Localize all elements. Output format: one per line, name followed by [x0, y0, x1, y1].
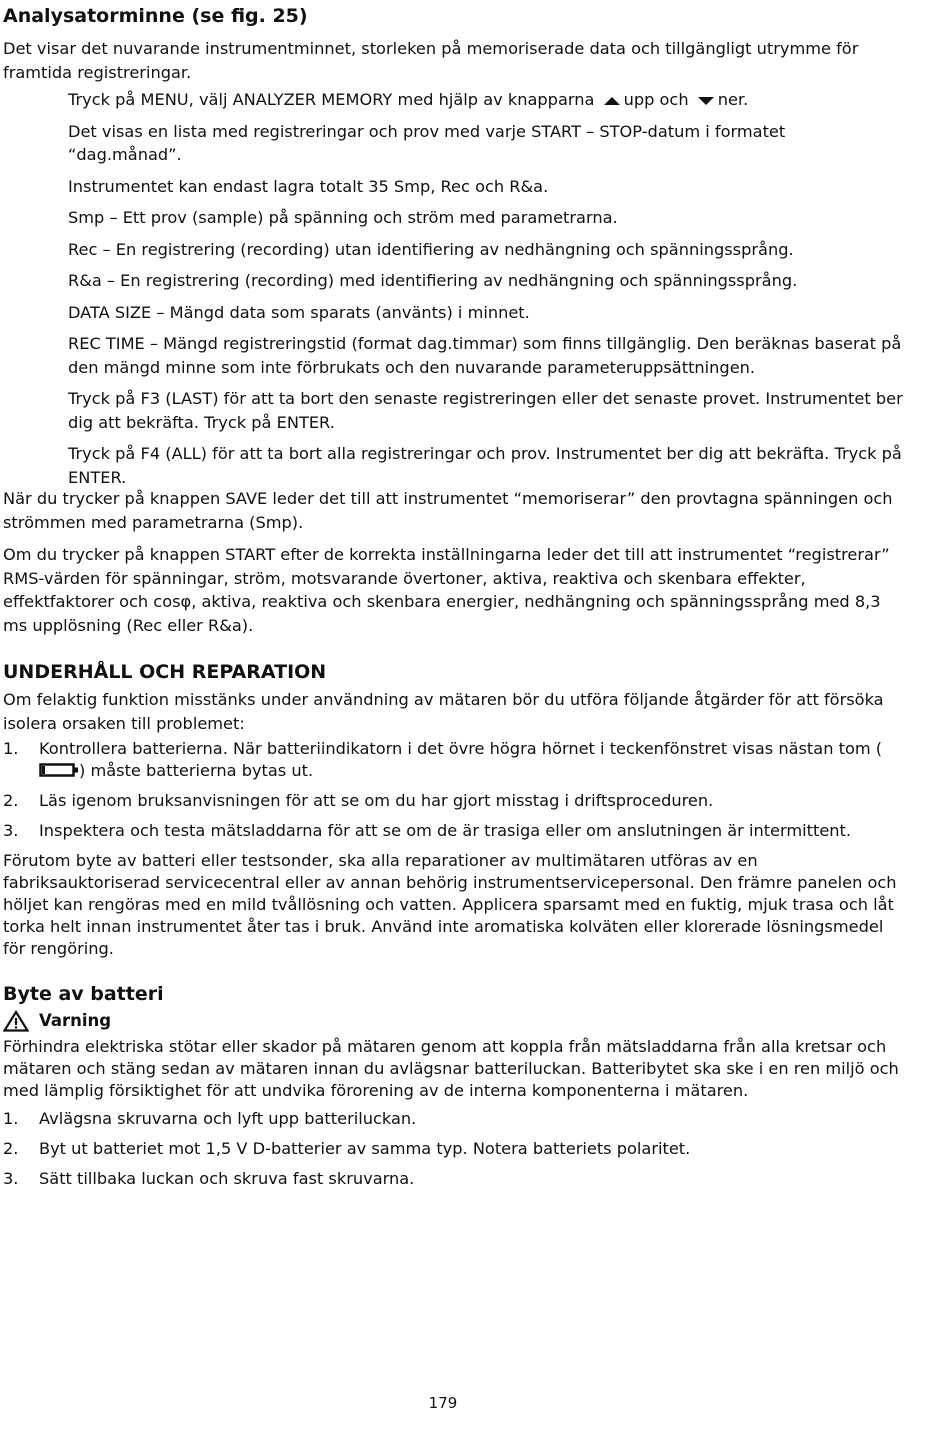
battery-steps [3, 1108, 903, 1190]
analyzer-memory-intro: Det visar det nuvarande instrumentminnet, storleken på memoriserade data och tillgängligt utrymme för framtida registreringar. [3, 39, 859, 82]
rec-definition: Rec – En registrering (recording) utan identifiering av nedhängning och spänningssprång. [68, 239, 794, 259]
list-number: 3. [3, 821, 19, 840]
menu-step-text-after: ner. [717, 90, 749, 109]
f4-instruction: Tryck på F4 (ALL) för att ta bort alla registreringar och prov. Instrumentet ber dig att bekräfta. Tryck på ENTER. [68, 444, 902, 487]
menu-step [68, 88, 903, 112]
maintenance-intro: Om felaktig funktion misstänks under användning av mätaren bör du utföra följande åtgärder för att försöka isolera orsaken till problemet: [3, 690, 884, 733]
battery-step [3, 1138, 903, 1160]
analyzer-memory-instructions [3, 88, 903, 489]
triangle-up-icon [603, 96, 621, 106]
save-paragraph: När du trycker på knappen SAVE leder det till att instrumentet “memoriserar” den provtagna spänningen och strömmen med parametrarna (Smp). [3, 489, 893, 532]
list-number: 2. [3, 1139, 19, 1158]
service-block [3, 850, 903, 960]
maintenance-item [3, 790, 903, 812]
start-paragraph: Om du trycker på knappen START efter de korrekta inställningarna leder det till att instrumentet “registrerar” RMS-värden för spänningar, ström, motsvarande övertoner, aktiva, reaktiva och skenbara effekter, effektfaktorer och cosφ, aktiva, reaktiva och skenbara energier, nedhängning och spänningssprång med 8,3 ms upplösning (Rec eller R&a). [3, 545, 890, 635]
battery-step-text: Sätt tillbaka luckan och skruva fast skruvarna. [39, 1169, 415, 1188]
warning-row [3, 1010, 903, 1032]
recording-list-info: Det visas en lista med registreringar och prov med varje START – STOP-datum i formatet “dag.månad”. [68, 121, 786, 164]
f3-instruction: Tryck på F3 (LAST) för att ta bort den senaste registreringen eller det senaste provet. Instrumentet ber dig att bekräfta. Tryck på ENTER. [68, 389, 903, 432]
list-number: 3. [3, 1169, 19, 1188]
warning-text: Förhindra elektriska stötar eller skador på mätaren genom att koppla från mätsladdarna från alla kretsar och mätaren och stäng sedan av mätaren innan du avlägsnar batteriluckan. Batteribytet ska ske i en ren miljö och med lämplig försiktighet för att undvika förorening av de interna komponenterna i mätaren. [3, 1037, 899, 1100]
ra-definition: R&a – En registrering (recording) med identifiering av nedhängning och spänningssprång. [68, 271, 798, 290]
list-number: 1. [3, 1109, 19, 1128]
maintenance-item-text-before: Kontrollera batterierna. När batteriindikatorn i det övre högra hörnet i teckenfönstret visas nästan tom ( [39, 739, 883, 758]
warning-label: Varning [39, 1011, 112, 1030]
warning-block [3, 1036, 903, 1102]
capacity-info: Instrumentet kan endast lagra totalt 35 Smp, Rec och R&a. [68, 176, 549, 196]
warning-triangle-icon [3, 1010, 29, 1032]
service-paragraph: Förutom byte av batteri eller testsonder, ska alla reparationer av multimätaren utföras av en fabriksauktoriserad servicecentral eller av annan behörig instrumentservicepersonal. Den främre panelen och höljet kan rengöras med en mild tvållösning och vatten. Applicera sparsamt med en fuktig, mjuk trasa och låt torka helt innan instrumentet åter tas i bruk. Använd inte aromatiska kolväten eller klorerade lösningsmedel för rengöring. [3, 851, 897, 958]
maintenance-item [3, 820, 903, 842]
battery-step [3, 1168, 903, 1190]
list-number: 1. [3, 739, 19, 758]
battery-step-text: Avlägsna skruvarna och lyft upp batteriluckan. [39, 1109, 417, 1128]
maintenance-list [3, 738, 903, 842]
menu-step-text-before: Tryck på MENU, välj ANALYZER MEMORY med hjälp av knapparna [68, 90, 595, 109]
maintenance-item [3, 738, 903, 782]
maintenance-item-text-after: ) måste batterierna bytas ut. [79, 761, 314, 780]
triangle-down-icon [697, 96, 715, 106]
document-page [3, 4, 903, 1198]
smp-definition: Smp – Ett prov (sample) på spänning och ström med parametrarna. [68, 208, 618, 227]
battery-heading: Byte av batteri [3, 983, 164, 1005]
page-number: 179 [428, 1394, 458, 1412]
data-size-definition: DATA SIZE – Mängd data som sparats (använts) i minnet. [68, 302, 530, 322]
battery-step [3, 1108, 903, 1130]
battery-step-text: Byt ut batteriet mot 1,5 V D-batterier av samma typ. Notera batteriets polaritet. [39, 1139, 691, 1158]
maintenance-item-text: Inspektera och testa mätsladdarna för att se om de är trasiga eller om anslutningen är intermittent. [39, 821, 852, 840]
list-number: 2. [3, 791, 19, 810]
rec-time-definition: REC TIME – Mängd registreringstid (format dag.timmar) som finns tillgänglig. Den beräknas baserat på den mängd minne som inte förbrukats och den nuvarande parameteruppsättningen. [68, 334, 902, 377]
maintenance-heading: UNDERHÅLL OCH REPARATION [3, 661, 327, 683]
battery-empty-icon [39, 763, 79, 777]
analyzer-memory-heading: Analysatorminne (se fig. 25) [3, 5, 308, 27]
maintenance-item-text: Läs igenom bruksanvisningen för att se om du har gjort misstag i driftsproceduren. [39, 791, 714, 810]
menu-step-text-mid: upp och [623, 90, 689, 109]
